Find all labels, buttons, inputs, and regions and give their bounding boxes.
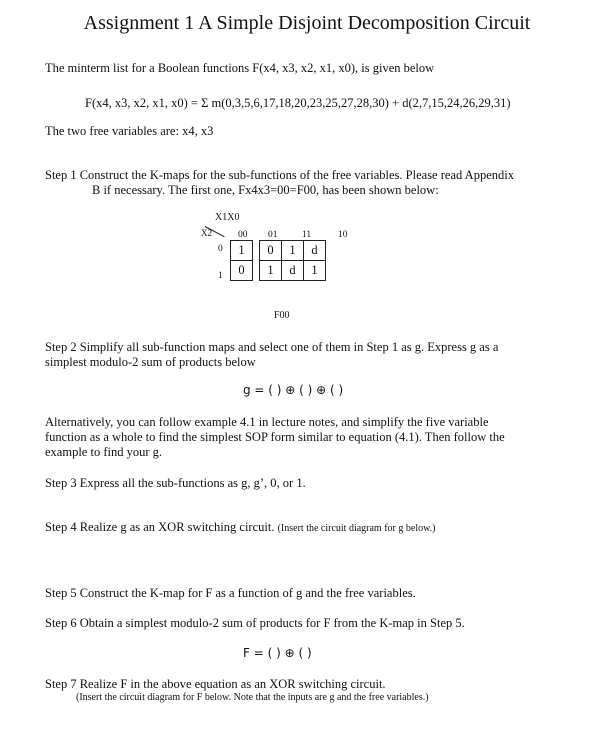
alternative-line1: Alternatively, you can follow example 4.1 in lecture notes, and simplify the five variable: [45, 415, 489, 429]
kmap-gap: [253, 261, 260, 281]
kmap-cell: 0: [260, 241, 282, 261]
kmap-cell: 0: [231, 261, 253, 281]
kmap-cell: 1: [260, 261, 282, 281]
kmap-col-header: 00: [238, 230, 248, 240]
kmap-col-header: 01: [268, 230, 278, 240]
kmap-col-header: 11: [302, 230, 312, 240]
step1-line2: B if necessary. The first one, Fx4x3=00=F00, has been shown below:: [92, 183, 439, 197]
alternative-line2: function as a whole to find the simplest SOP form similar to equation (4.1). Then follow the: [45, 430, 505, 444]
function-formula: F(x4, x3, x2, x1, x0) = Σ m(0,3,5,6,17,18,20,23,25,27,28,30) + d(2,7,15,24,26,29,31): [85, 96, 511, 110]
g-expression: g = ( ) ⊕ ( ) ⊕ ( ): [243, 383, 344, 397]
step4-text: [45, 520, 436, 535]
kmap-row-header: 1: [218, 271, 223, 281]
step2-line2: simplest modulo-2 sum of products below: [45, 355, 256, 369]
f-expression: F = ( ) ⊕ ( ): [243, 646, 312, 660]
step1-line1: Step 1 Construct the K-maps for the sub-functions of the free variables. Please read Appendix: [45, 168, 514, 182]
step6-text: Step 6 Obtain a simplest modulo-2 sum of products for F from the K-map in Step 5.: [45, 616, 465, 630]
kmap-gap: [253, 241, 260, 261]
step4-main: Step 4 Realize g as an XOR switching circuit.: [45, 520, 275, 534]
step7-main: Step 7 Realize F in the above equation as an XOR switching circuit.: [45, 677, 386, 691]
kmap-corner-label: X2: [201, 228, 212, 238]
kmap-cell: d: [282, 261, 304, 281]
kmap-cell: 1: [282, 241, 304, 261]
step3-text: Step 3 Express all the sub-functions as g, g’, 0, or 1.: [45, 476, 306, 490]
kmap-row-header: 0: [218, 244, 223, 254]
kmap-grid: [230, 240, 326, 281]
step7-note: (Insert the circuit diagram for F below. Note that the inputs are g and the free variables.): [76, 692, 429, 703]
intro-text: The minterm list for a Boolean functions F(x4, x3, x2, x1, x0), is given below: [45, 61, 435, 75]
step5-text: Step 5 Construct the K-map for F as a function of g and the free variables.: [45, 586, 416, 600]
free-variables-text: The two free variables are: x4, x3: [45, 124, 214, 138]
kmap-row: [231, 241, 326, 261]
kmap-top-label: X1X0: [215, 212, 240, 223]
kmap-row: [231, 261, 326, 281]
kmap-f00: [201, 213, 371, 323]
kmap-cell: 1: [231, 241, 253, 261]
step2-line1: Step 2 Simplify all sub-function maps and select one of them in Step 1 as g. Express g as a: [45, 340, 499, 354]
step4-note: (Insert the circuit diagram for g below.): [277, 523, 436, 534]
kmap-caption: F00: [274, 310, 290, 321]
alternative-line3: example to find your g.: [45, 445, 162, 459]
kmap-col-header: 10: [338, 230, 348, 240]
page-title: Assignment 1 A Simple Disjoint Decomposition Circuit: [83, 12, 531, 34]
kmap-cell: d: [304, 241, 326, 261]
kmap-cell: 1: [304, 261, 326, 281]
